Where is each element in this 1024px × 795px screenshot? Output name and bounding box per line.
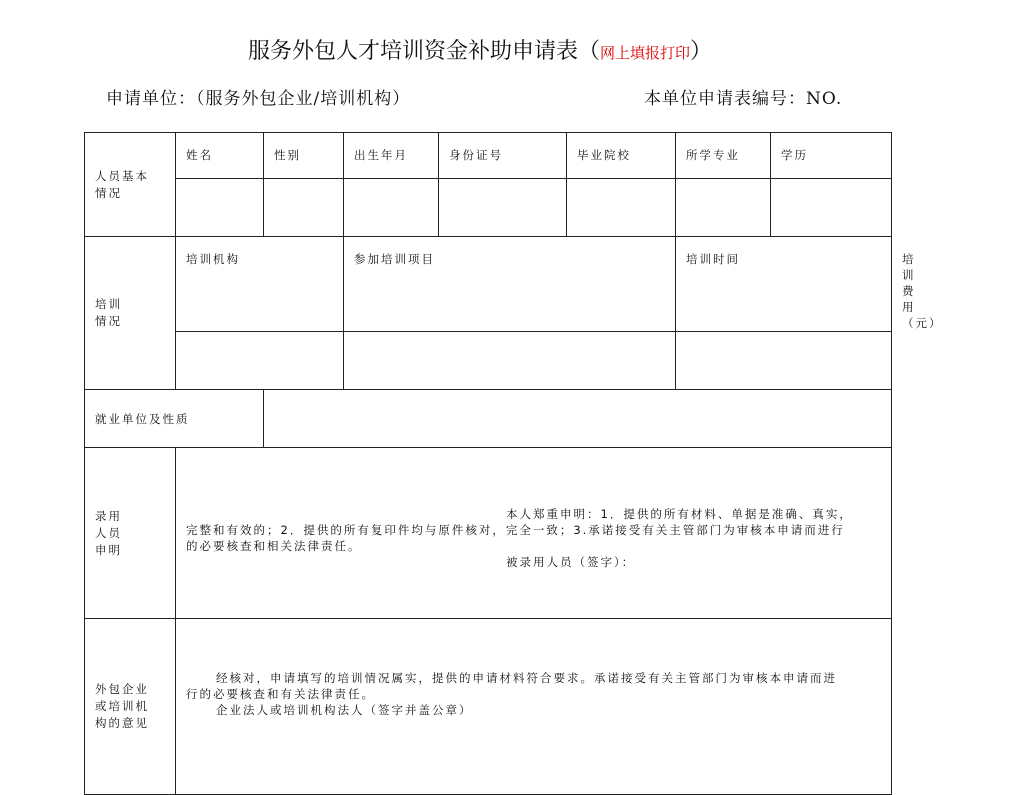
id-number-field[interactable] xyxy=(439,179,567,237)
col-gender: 性别 xyxy=(264,133,344,179)
name-field[interactable] xyxy=(176,179,264,237)
hire-line-2: 完整和有效的；2．提供的所有复印件均与原件核对，完全一致；3.承诺接受有关主管部门为审核本申请而进行 xyxy=(186,523,845,537)
applicant-unit: 申请单位：（服务外包企业/培训机构） xyxy=(106,89,411,109)
training-org-field[interactable] xyxy=(176,332,344,390)
degree-field[interactable] xyxy=(771,179,892,237)
org-line-1: 经核对，申请填写的培训情况属实，提供的申请材料符合要求。承诺接受有关主管部门为审核本申请而进 xyxy=(216,670,837,685)
col-degree: 学历 xyxy=(771,133,892,179)
title-note: 网上填报打印 xyxy=(600,44,691,62)
org-opinion-text xyxy=(176,619,892,795)
form-title-main: 服务外包人才培训资金补助申请表 xyxy=(247,39,578,64)
col-name: 姓名 xyxy=(176,133,264,179)
birth-field[interactable] xyxy=(344,179,439,237)
training-section-label: 培训 情况 xyxy=(85,237,176,390)
hire-statement-text xyxy=(176,448,892,619)
col-school: 毕业院校 xyxy=(567,133,676,179)
hire-line-1: 本人郑重申明：1．提供的所有材料、单据是准确、真实， xyxy=(506,507,853,521)
col-birth: 出生年月 xyxy=(344,133,439,179)
col-training-project: 参加培训项目 xyxy=(344,237,676,332)
form-number: 本单位申请表编号：NO. xyxy=(644,89,843,109)
application-form-table: 人员基本 情况 姓名 性别 出生年月 身份证号 毕业院校 所学专业 学历 培训 情况 培训机构 参加培训项目 培训时间 培训费用（元） 就业单位及性质 录用 人员 申明 本人郑重申明：1．提供的所有材料、单据是准确、真实， 完整和有效的；2．提供的所有复印件均与原件核对，完全一致；3.承诺接受有关主管部门为审核本申请而进行 的必要核查和相关法律责任。 被录用人员（签字）： 外包企业 或培训机 构的意见 经核对，申请填写的培训情况属实，提供的申请材料符合要求。承诺接受有关主管部门为审核本申请而进 行的必要核查和有关法律责任。 企业法人或培训机构法人（签字并盖公章） xyxy=(84,132,892,795)
hire-line-3: 的必要核查和相关法律责任。 xyxy=(186,539,362,553)
form-title xyxy=(0,34,960,65)
title-paren-close: ） xyxy=(690,39,713,64)
col-major: 所学专业 xyxy=(676,133,771,179)
hire-signature: 被录用人员（签字）： xyxy=(506,555,636,569)
title-paren-open: （ xyxy=(577,39,600,64)
major-field[interactable] xyxy=(676,179,771,237)
gender-field[interactable] xyxy=(264,179,344,237)
training-project-field[interactable] xyxy=(344,332,676,390)
employer-field[interactable] xyxy=(264,390,892,448)
col-training-org: 培训机构 xyxy=(176,237,344,332)
employer-label: 就业单位及性质 xyxy=(85,390,264,448)
col-training-time: 培训时间 xyxy=(676,237,892,332)
personnel-section-label: 人员基本 情况 xyxy=(85,133,176,237)
org-signature: 企业法人或培训机构法人（签字并盖公章） xyxy=(216,702,473,717)
org-line-2: 行的必要核查和有关法律责任。 xyxy=(186,686,375,701)
training-time-field[interactable] xyxy=(676,332,892,390)
org-opinion-label: 外包企业 或培训机 构的意见 xyxy=(85,619,176,795)
col-id-number: 身份证号 xyxy=(439,133,567,179)
hire-statement-label: 录用 人员 申明 xyxy=(85,448,176,619)
school-field[interactable] xyxy=(567,179,676,237)
